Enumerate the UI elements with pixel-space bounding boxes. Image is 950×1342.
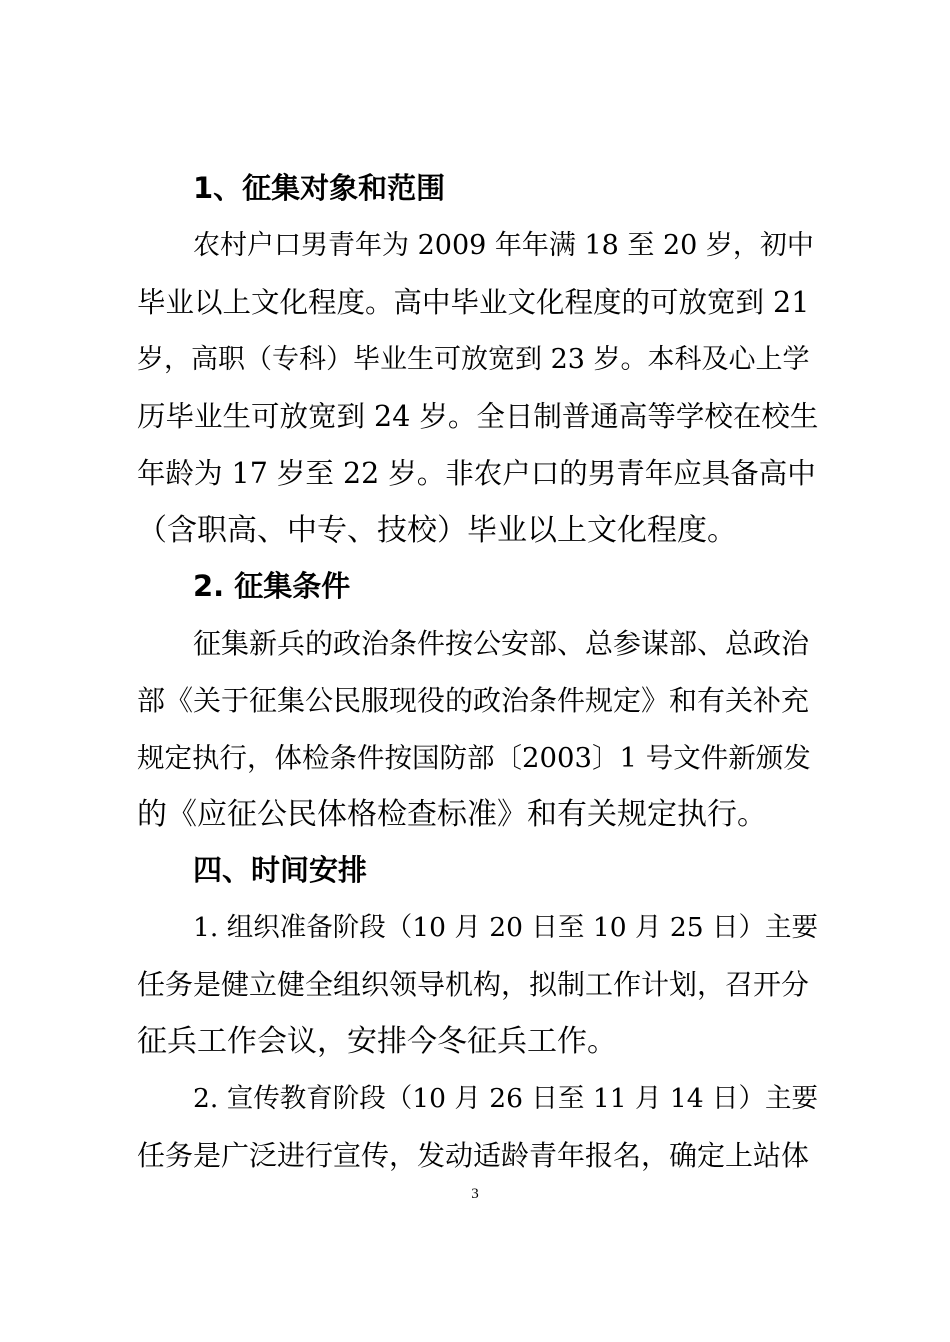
- paragraph-line: 任务是广泛进行宣传，发动适龄青年报名，确定上站体: [137, 1139, 810, 1172]
- paragraph-line: 征兵工作会议，安排今冬征兵工作。: [137, 1024, 617, 1059]
- paragraph-line: 1. 组织准备阶段（10 月 20 日至 10 月 25 日）主要: [193, 912, 819, 943]
- paragraph-line: 2. 宣传教育阶段（10 月 26 日至 11 月 14 日）主要: [193, 1083, 819, 1114]
- paragraph-line: 农村户口男青年为 2009 年年满 18 至 20 岁，初中: [193, 230, 814, 261]
- paragraph-line: 部《关于征集公民服现役的政治条件规定》和有关补充: [137, 684, 810, 717]
- section-heading-recruitment-scope: 1、征集对象和范围: [193, 171, 446, 205]
- paragraph-line: 任务是健立健全组织领导机构，拟制工作计划，召开分: [137, 968, 810, 1001]
- paragraph-line: 毕业以上文化程度。高中毕业文化程度的可放宽到 21: [137, 286, 810, 319]
- paragraph-line: 征集新兵的政治条件按公安部、总参谋部、总政治: [193, 627, 810, 660]
- paragraph-line: 年龄为 17 岁至 22 岁。非农户口的男青年应具备高中: [137, 457, 816, 490]
- paragraph-line: 规定执行，体检条件按国防部〔2003〕1 号文件新颁发: [137, 742, 811, 774]
- paragraph-line: 的《应征公民体格检查标准》和有关规定执行。: [137, 797, 767, 832]
- section-heading-recruitment-conditions: 2. 征集条件: [193, 569, 351, 603]
- paragraph-line: 岁，高职（专科）毕业生可放宽到 23 岁。本科及心上学: [137, 344, 810, 375]
- paragraph-line: （含职高、中专、技校）毕业以上文化程度。: [137, 513, 737, 548]
- page-number: 3: [471, 1186, 479, 1202]
- section-heading-schedule: 四、时间安排: [193, 853, 368, 887]
- paragraph-line: 历毕业生可放宽到 24 岁。全日制普通高等学校在校生: [137, 400, 819, 433]
